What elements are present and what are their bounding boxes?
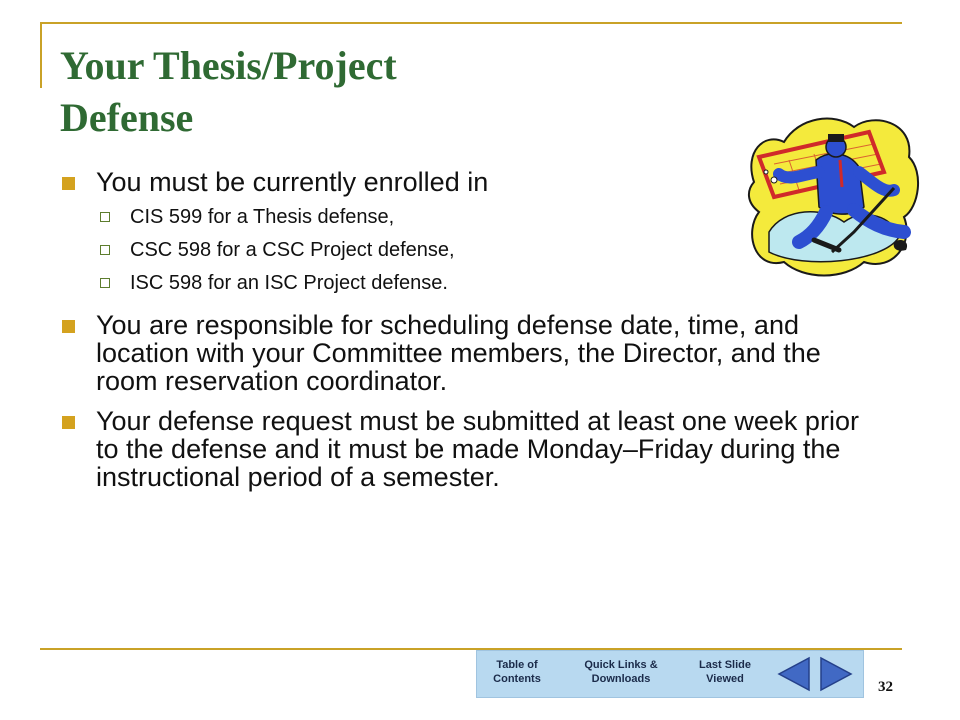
nav-label-line: Viewed: [706, 673, 744, 685]
triangle-left-icon: [779, 658, 809, 690]
navigation-bar: [476, 650, 864, 698]
slide-title: [60, 40, 580, 144]
bullet-scheduling: [58, 311, 888, 395]
sub-bullet-marker: [100, 245, 110, 255]
top-rule: [40, 22, 902, 24]
title-line-1: Your Thesis/Project: [60, 43, 397, 88]
nav-label-line: Quick Links &: [584, 659, 658, 671]
bullet-text: You must be currently enrolled in: [96, 167, 489, 197]
sub-bullet-cis599: [58, 205, 888, 229]
bullet-marker: [62, 320, 75, 333]
nav-label-line: Last Slide: [699, 659, 751, 671]
sub-bullet-marker: [100, 278, 110, 288]
previous-slide-button[interactable]: [773, 654, 813, 694]
nav-label-line: Table of: [496, 659, 538, 671]
last-slide-viewed-link[interactable]: [681, 658, 769, 686]
sub-bullet-text: ISC 598 for an ISC Project defense.: [130, 272, 448, 294]
quick-links-downloads-link[interactable]: [571, 658, 671, 686]
bullet-text: You are responsible for scheduling defense date, time, and location with your Committee members, the Director, and the room reservation coordinator.: [96, 310, 821, 396]
triangle-right-icon: [821, 658, 851, 690]
bullet-marker: [62, 177, 75, 190]
bullet-text: Your defense request must be submitted at least one week prior to the defense and it must be made Monday–Friday during the instructional period of a semester.: [96, 406, 859, 492]
sub-bullet-text: CIS 599 for a Thesis defense,: [130, 206, 395, 228]
table-of-contents-link[interactable]: [483, 658, 551, 686]
left-rule: [40, 22, 42, 88]
slide-body: [58, 168, 888, 491]
sub-bullet-marker: [100, 212, 110, 222]
nav-label-line: Downloads: [591, 673, 651, 685]
next-slide-button[interactable]: [817, 654, 857, 694]
sub-bullet-isc598: [58, 271, 888, 295]
nav-label-line: Contents: [493, 673, 541, 685]
slide-number: 32: [878, 679, 893, 695]
sub-bullet-text: CSC 598 for a CSC Project defense,: [130, 239, 455, 261]
title-line-2: Defense: [60, 95, 194, 140]
sub-bullet-csc598: [58, 238, 888, 262]
bullet-marker: [62, 416, 75, 429]
bullet-defense-request: [58, 407, 888, 491]
bullet-enrollment: [58, 168, 888, 196]
